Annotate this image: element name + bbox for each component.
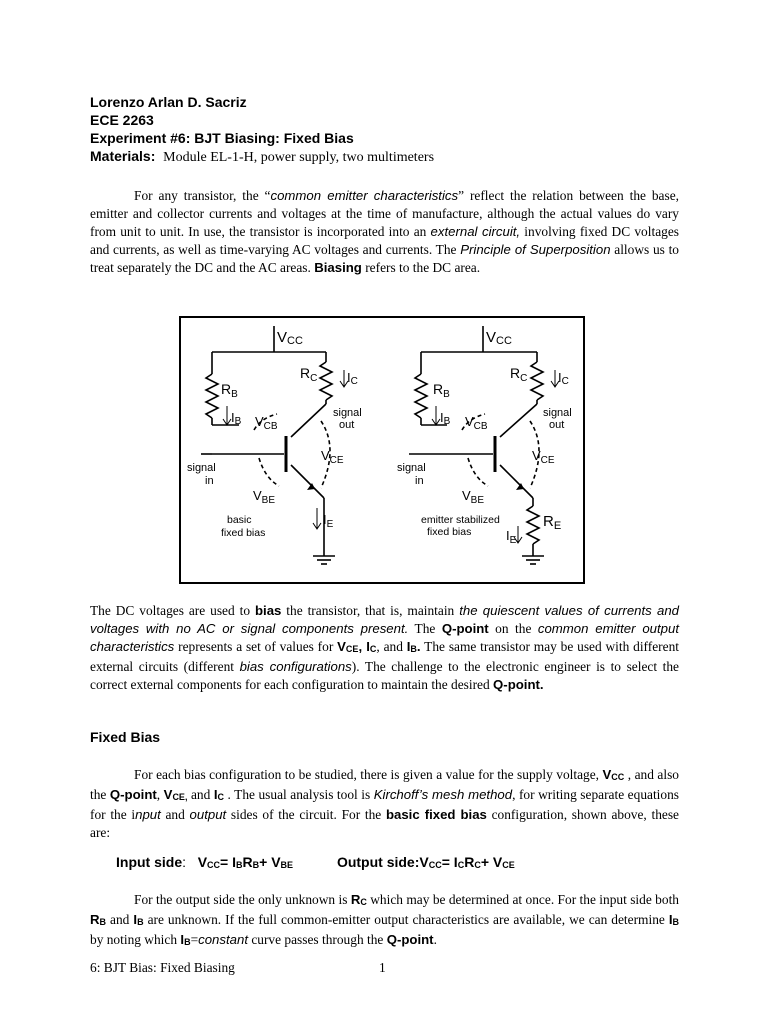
output-side-equation: Output $side:V_{CC}= I_CR_C+ V_{CE}$ (336, 854, 515, 870)
right-rb-label: $R_B$ (433, 381, 450, 400)
page-number: 1 (379, 960, 386, 975)
right-vcc-label: VCC (486, 329, 512, 347)
bias-circuits-figure (179, 316, 585, 584)
materials-label: Materials: (90, 148, 156, 164)
footer-title: 6: BJT Bias: Fixed Biasing (90, 960, 235, 975)
right-rc-label: $R_C$ (510, 365, 528, 384)
left-signal-in-1: signal (187, 462, 216, 474)
left-rb-label: $R_B$ (221, 381, 238, 400)
mesh-equations (116, 854, 515, 870)
right-caption-1: emitter stabilized (421, 514, 500, 526)
experiment-title: Experiment #6: BJT Biasing: Fixed Bias (90, 130, 354, 146)
right-ib-label: IB (440, 410, 451, 427)
left-vcc-label: VCC (277, 329, 303, 347)
right-signal-out-1: signal (543, 407, 572, 419)
author-name: Lorenzo Arlan D. Sacriz (90, 94, 247, 110)
right-vcb-label: $V_{CB}$ (465, 414, 488, 432)
left-ic-label: IC (347, 370, 358, 387)
section-title: Fixed Bias (90, 729, 161, 745)
right-vbe-label: $V_{BE}$ (462, 488, 485, 506)
left-ie-label: $I_E$ (323, 512, 334, 530)
right-re-label: $R_E$ (543, 513, 562, 532)
document-header (90, 93, 690, 167)
bias-paragraph: The DC voltages are used to bias the transistor, that is, maintain the quiescent values of currents and voltages with no AC or signal components present. The Q-point on the common emitter output characteristics represents a set of values for $V_{CE}$, $I_C$, and $I_B$. The same transistor may be used with different external circuits (different bias configurations). The challenge to the electronic engineer is to select the correct external components for each configuration to maintain the desired Q-point. (90, 603, 680, 693)
right-vce-label: $V_{CE}$ (532, 448, 555, 466)
analysis-paragraph: For the output side the only unknown is $R_C$ which may be determined at once. For the input side both $R_B$ and $I_B$ are unknown. If the full common-emitter output characteristics are available, we can determine $I_B$ by noting which $I_B=constant$ curve passes through the Q-point. (90, 892, 680, 948)
left-vcb-label: $V_{CB}$ (255, 414, 278, 432)
left-vbe-label: $V_{BE}$ (253, 488, 276, 506)
course-code: ECE 2263 (90, 112, 154, 128)
left-caption-1: basic (227, 514, 252, 526)
left-vce-label: $V_{CE}$ (321, 448, 344, 466)
right-ic-label: IC (558, 370, 569, 387)
input-side-equation: Input side: $V_{CC}= I_BR_B+ V_{BE}$ (116, 854, 294, 870)
right-ie-label: $I_E$ (506, 528, 517, 546)
intro-paragraph: For any transistor, the “common emitter characteristics” reflect the relation between the base, emitter and collector currents and voltages at the time of manufacture, although the actual values do vary from unit to unit. In use, the transistor is incorporated into an external circuit, involving fixed DC voltages and currents, as well as time-varying AC voltages and currents. The Principle of Superposition allows us to treat separately the DC and the AC areas. Biasing refers to the DC area. (90, 188, 680, 276)
left-rc-label: $R_C$ (300, 365, 318, 384)
left-ib-label: IB (231, 410, 242, 427)
right-caption-2: fixed bias (427, 526, 472, 538)
right-signal-out-2: out (549, 419, 565, 431)
right-signal-in-1: signal (397, 462, 426, 474)
right-signal-in-2: in (415, 475, 424, 487)
fixed-bias-paragraph: For each bias configuration to be studied, there is given a value for the supply voltage, $V_{CC}$ , and also the Q-point, $V_{CE,}$ and $I_C$ . The usual analysis tool is Kirchoff’s mesh method, for writing separate equations for the input and output sides of the circuit. For the basic fixed bias configuration, shown above, these are: (90, 767, 680, 841)
left-signal-out-2: out (339, 419, 355, 431)
materials-text: Module EL-1-H, power supply, two multimeters (163, 150, 435, 165)
circuit-diagram (181, 318, 583, 582)
materials-line (90, 147, 690, 167)
left-signal-out-1: signal (333, 407, 362, 419)
left-caption-2: fixed bias (221, 527, 266, 539)
left-signal-in-2: in (205, 475, 214, 487)
